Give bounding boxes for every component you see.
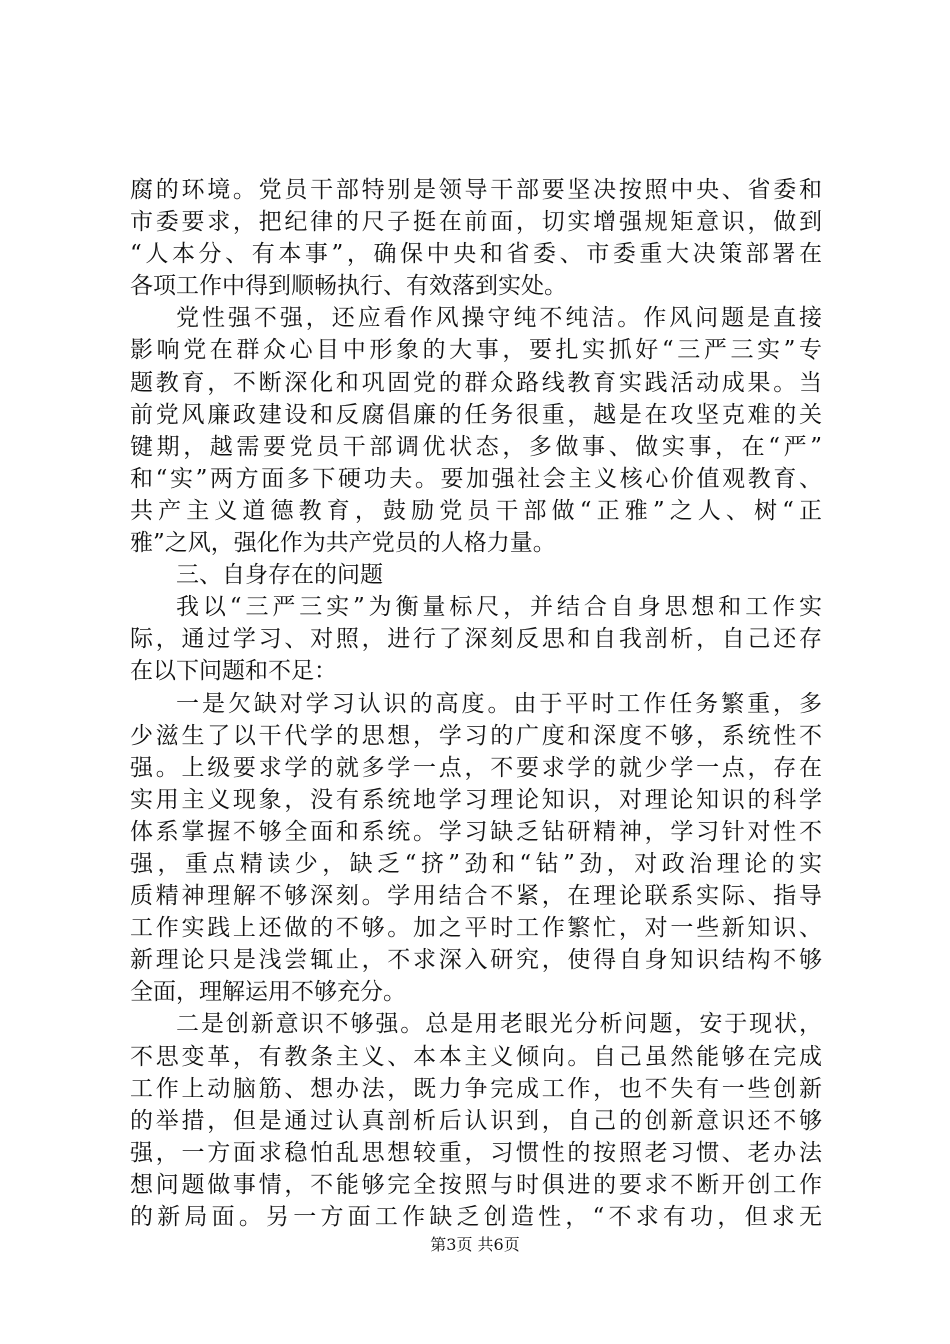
text-line: 实用主义现象，没有系统地学习理论知识，对理论知识的科学 [130,786,822,813]
text-line: 强，重点精读少，缺乏“挤”劲和“钻”劲，对政治理论的实 [130,850,822,877]
text-line: 工作实践上还做的不够。加之平时工作繁忙，对一些新知识、 [130,915,822,942]
paragraph-first-line: 我以“三严三实”为衡量标尺，并结合自身思想和工作实 [176,594,822,621]
text-line: 的新局面。另一方面工作缺乏创造性，“不求有功，但求无 [130,1204,822,1230]
text-line: 不思变革，有教条主义、本本主义倾向。自己虽然能够在完成 [130,1043,822,1070]
text-line: 键期，越需要党员干部调优状态，多做事、做实事，在“严” [130,433,822,460]
text-line: 腐的环境。党员干部特别是领导干部要坚决按照中央、省委和 [130,177,822,203]
text-line: 的举措，但是通过认真剖析后认识到，自己的创新意识还不够 [130,1107,822,1134]
text-line: 影响党在群众心目中形象的大事，要扎实抓好“三严三实”专 [130,337,822,364]
text-line: 少滋生了以干代学的思想，学习的广度和深度不够，系统性不 [130,722,822,749]
text-line: 新理论只是浅尝辄止，不求深入研究，使得自身知识结构不够 [130,947,822,974]
text-line: 在以下问题和不足： [130,658,337,685]
text-line: 全面，理解运用不够充分。 [130,979,406,1006]
document-body [130,174,822,1233]
text-line: 质精神理解不够深刻。学用结合不紧，在理论联系实际、指导 [130,883,822,910]
text-line: 前党风廉政建设和反腐倡廉的任务很重，越是在攻坚克难的关 [130,401,822,428]
text-line: 和“实”两方面多下硬功夫。要加强社会主义核心价值观教育、 [130,465,822,492]
page-number-footer: 第3页 共6页 [430,1235,520,1254]
text-line: “人本分、有本事”，确保中央和省委、市委重大决策部署在 [130,241,822,268]
text-line: 市委要求，把纪律的尺子挺在前面，切实增强规矩意识，做到 [130,209,822,236]
text-line: 工作上动脑筋、想办法，既力争完成工作，也不失有一些创新 [130,1075,822,1102]
section-heading: 三、自身存在的问题 [176,562,383,589]
text-line: 共产主义道德教育，鼓励党员干部做“正雅”之人、树“正 [130,497,822,524]
text-line: 强，一方面求稳怕乱思想较重，习惯性的按照老习惯、老办法 [130,1139,822,1166]
text-line: 想问题做事情，不能够完全按照与时俱进的要求不断开创工作 [130,1171,822,1198]
text-line: 体系掌握不够全面和系统。学习缺乏钻研精神，学习针对性不 [130,818,822,845]
text-line: 强。上级要求学的就多学一点，不要求学的就少学一点，存在 [130,754,822,781]
paragraph-first-line: 二是创新意识不够强。总是用老眼光分析问题，安于现状， [176,1011,822,1038]
text-line: 各项工作中得到顺畅执行、有效落到实处。 [130,273,567,300]
paragraph-first-line: 一是欠缺对学习认识的高度。由于平时工作任务繁重，多 [176,690,822,717]
text-line: 题教育，不断深化和巩固党的群众路线教育实践活动成果。当 [130,369,822,396]
text-line: 雅”之风，强化作为共产党员的人格力量。 [130,530,556,557]
text-line: 际，通过学习、对照，进行了深刻反思和自我剖析，自己还存 [130,626,822,653]
paragraph-first-line: 党性强不强，还应看作风操守纯不纯洁。作风问题是直接 [176,305,822,332]
